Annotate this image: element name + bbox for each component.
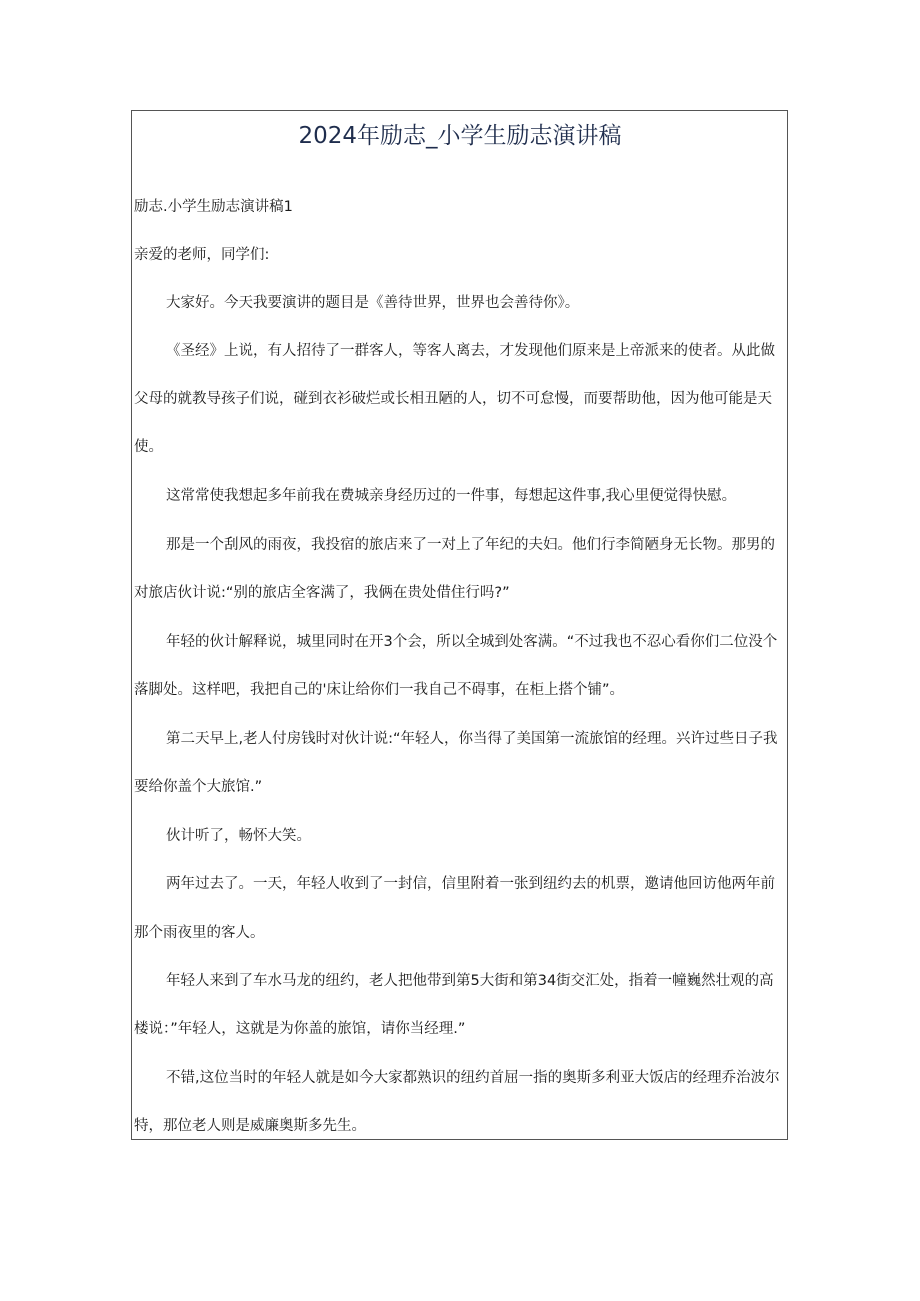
document-subtitle: 励志.小学生励志演讲稿1	[134, 199, 293, 215]
paragraph-line: 大家好。今天我要演讲的题目是《善待世界，世界也会善待你》。	[166, 295, 580, 311]
paragraph-line: 不错,这位当时的年轻人就是如今大家都熟识的纽约首屈一指的奥斯多利亚大饭店的经理乔治波尔	[166, 1070, 780, 1086]
paragraph-line: 第二天早上,老人付房钱时对伙计说:“年轻人，你当得了美国第一流旅馆的经理。兴许过些日子我	[166, 731, 778, 747]
paragraph-line: 使。	[134, 439, 163, 455]
paragraph-line: 伙计听了，畅怀大笑。	[166, 828, 311, 844]
paragraph-line: 年轻人来到了车水马龙的纽约，老人把他带到第5大街和第34街交汇处，指着一幢巍然壮观的高	[166, 973, 774, 989]
paragraph-line: 落脚处。这样吧，我把自己的'床让给你们一我自己不碍事，在柜上搭个铺”。	[134, 682, 624, 698]
paragraph-line: 父母的就教导孩子们说，碰到衣衫破烂或长相丑陋的人，切不可怠慢，而要帮助他，因为他可能是天	[134, 391, 772, 407]
paragraph-line: 对旅店伙计说:“别的旅店全客满了，我俩在贵处借住行吗?”	[134, 585, 510, 601]
paragraph-line: 这常常使我想起多年前我在费城亲身经历过的一件事，每想起这件事,我心里便觉得快慰。	[166, 488, 737, 504]
paragraph-line: 特，那位老人则是威廉奥斯多先生。	[134, 1118, 366, 1134]
paragraph-line: 年轻的伙计解释说，城里同时在开3个会，所以全城到处客满。“不过我也不忍心看你们二位没个	[166, 634, 778, 650]
document-title: 2024年励志_小学生励志演讲稿	[298, 123, 622, 149]
paragraph-line: 楼说：”年轻人，这就是为你盖的旅馆，请你当经理.”	[134, 1021, 466, 1037]
paragraph-line: 那个雨夜里的客人。	[134, 925, 265, 941]
paragraph-line: 《圣经》上说，有人招待了一群客人，等客人离去，才发现他们原来是上帝派来的使者。从此做	[166, 343, 775, 359]
paragraph-line: 要给你盖个大旅馆.”	[134, 779, 263, 795]
paragraph-line: 两年过去了。一天，年轻人收到了一封信，信里附着一张到纽约去的机票，邀请他回访他两年前	[166, 876, 775, 892]
greeting-line: 亲爱的老师，同学们:	[134, 247, 270, 263]
paragraph-line: 那是一个刮风的雨夜，我投宿的旅店来了一对上了年纪的夫妇。他们行李简陋身无长物。那男的	[166, 537, 775, 553]
